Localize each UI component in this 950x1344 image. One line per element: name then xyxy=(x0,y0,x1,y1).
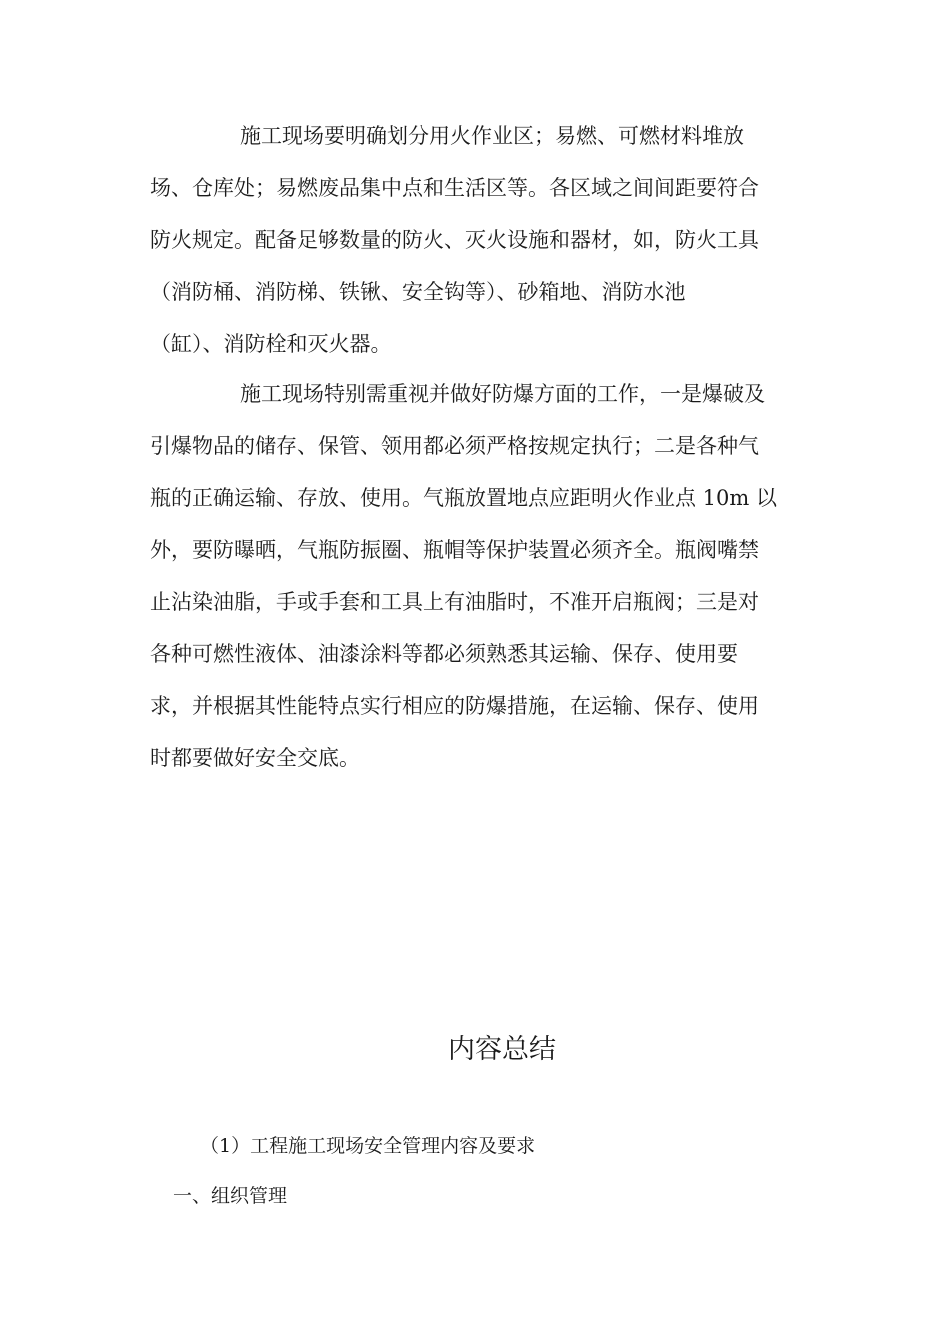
paragraph-line: 止沾染油脂，手或手套和工具上有油脂时，不准开启瓶阀；三是对 xyxy=(150,590,759,614)
paragraph-explosion-prevention xyxy=(150,368,800,784)
paragraph-line: （消防桶、消防梯、铁锹、安全钩等）、砂箱地、消防水池 xyxy=(150,280,686,304)
paragraph-line: 外，要防曝晒，气瓶防振圈、瓶帽等保护装置必须齐全。瓶阀嘴禁 xyxy=(150,538,759,562)
paragraph-line: 施工现场特别需重视并做好防爆方面的工作，一是爆破及 xyxy=(240,382,765,406)
summary-section-heading: 一、组织管理 xyxy=(173,1185,288,1207)
paragraph-line: 施工现场要明确划分用火作业区；易燃、可燃材料堆放 xyxy=(240,124,744,148)
summary-heading: 内容总结 xyxy=(448,1034,556,1065)
summary-subheading: （1）工程施工现场安全管理内容及要求 xyxy=(200,1135,536,1157)
paragraph-line: 求，并根据其性能特点实行相应的防爆措施，在运输、保存、使用 xyxy=(150,694,759,718)
paragraph-line: （缸）、消防栓和灭火器。 xyxy=(150,332,392,356)
paragraph-line: 时都要做好安全交底。 xyxy=(150,746,360,770)
paragraph-fire-prevention xyxy=(150,110,800,370)
paragraph-line: 防火规定。配备足够数量的防火、灭火设施和器材，如，防火工具 xyxy=(150,228,759,252)
paragraph-line: 瓶的正确运输、存放、使用。气瓶放置地点应距明火作业点 10m 以 xyxy=(150,486,777,510)
paragraph-line: 各种可燃性液体、油漆涂料等都必须熟悉其运输、保存、使用要 xyxy=(150,642,738,666)
paragraph-line: 引爆物品的储存、保管、领用都必须严格按规定执行；二是各种气 xyxy=(150,434,759,458)
paragraph-line: 场、仓库处；易燃废品集中点和生活区等。各区域之间间距要符合 xyxy=(150,176,759,200)
